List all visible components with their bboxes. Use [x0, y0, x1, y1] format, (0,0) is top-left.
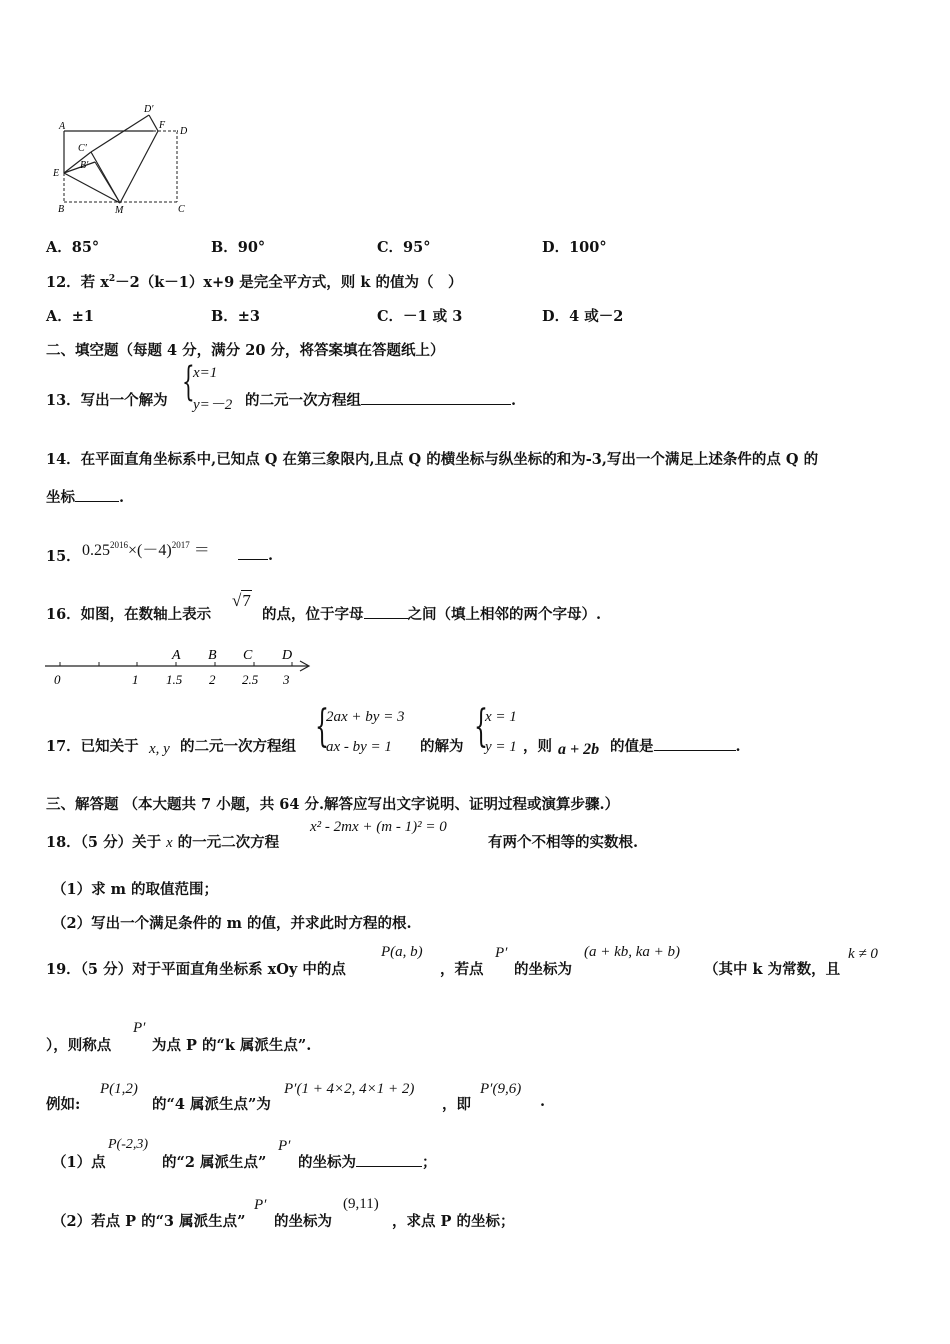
- q12-option-d[interactable]: D．4 或－2: [542, 308, 624, 325]
- q18-part1: （1）求 m 的取值范围；: [52, 881, 219, 898]
- q15-prefix: 15．: [46, 548, 81, 565]
- q13-eq1: x=1: [193, 365, 218, 381]
- label-F: F: [159, 120, 166, 131]
- q14-answer-blank[interactable]: [75, 487, 119, 502]
- q11-geometry-figure: [40, 95, 205, 220]
- q17-suffix: 的值是 .: [610, 738, 741, 755]
- q18-part2: （2）写出一个满足条件的 m 的值，并求此时方程的根.: [52, 915, 412, 932]
- q18-equation: x² - 2mx + (m - 1)² = 0: [310, 819, 447, 835]
- q16-number-line: [40, 642, 320, 690]
- q13-suffix: 的二元一次方程组 .: [245, 392, 517, 409]
- tick-3: 3: [283, 672, 290, 687]
- q19-prefix: 19．（5 分）对于平面直角坐标系 xOy 中的点: [46, 961, 346, 978]
- q12-stem: 12．若 $x^2-2(k-1)x+9$ 是完全平方式，则 k 的值为（ ）: [46, 274, 463, 291]
- letter-C: C: [243, 648, 253, 663]
- q17-expr: a + 2b: [558, 741, 600, 758]
- q16-sqrt7: √7: [232, 591, 251, 610]
- tick-1-5: 1.5: [166, 672, 183, 687]
- q13-eq2: y=－2: [193, 397, 233, 413]
- q17-vars: x, y: [149, 741, 170, 757]
- q12-option-c[interactable]: C．－1 或 3: [377, 308, 463, 325]
- q16-answer-blank[interactable]: [364, 604, 408, 619]
- q19-part1-answer-blank[interactable]: [356, 1152, 422, 1167]
- tick-1: 1: [132, 672, 139, 687]
- tick-2-5: 2.5: [242, 672, 259, 687]
- label-C: C: [178, 204, 185, 215]
- q11-option-c[interactable]: C．95°: [377, 239, 431, 256]
- label-M: M: [115, 205, 124, 216]
- q19-part1-suffix: 的坐标为 ；: [298, 1154, 437, 1171]
- label-E: E: [53, 168, 60, 179]
- q12-option-a[interactable]: A．±1: [46, 308, 94, 325]
- q17-prefix: 17．已知关于: [46, 738, 139, 755]
- q19-part1-pprime: P′: [278, 1138, 291, 1154]
- q14-line2: 坐标 .: [46, 489, 125, 506]
- q17-mid1: 的二元一次方程组: [180, 738, 296, 755]
- tick-2: 2: [209, 672, 216, 687]
- tick-0: 0: [54, 672, 61, 687]
- q15-expression: $0.25^{2016}\times(-4)^{2017}$ ＝: [82, 540, 210, 559]
- q19-point: P(a, b): [381, 944, 423, 960]
- q17-mid2: 的解为: [420, 738, 464, 755]
- q14-line1: 14．在平面直角坐标系中,已知点 Q 在第三象限内,且点 Q 的横坐标与纵坐标的和为-3,写出一个满足上述条件的点 Q 的: [46, 451, 819, 468]
- q15-answer-blank[interactable]: [238, 545, 268, 560]
- q19-part1-mid: 的“2 属派生点”: [162, 1154, 267, 1171]
- q18-prefix: 18．（5 分）关于 x 的一元二次方程: [46, 834, 280, 851]
- q19-part2-prefix: （2）若点 P 的“3 属派生点”: [52, 1213, 246, 1230]
- q17-sol1: x = 1: [485, 709, 517, 725]
- q19-mid2: 的坐标为: [514, 961, 572, 978]
- section-3-heading: 三、解答题 （本大题共 7 小题，共 64 分.解答应写出文字说明、证明过程或演算步骤.）: [46, 796, 620, 813]
- label-C-prime: C′: [78, 143, 87, 154]
- q19-part2-mid: 的坐标为: [274, 1213, 332, 1230]
- q18-suffix: 有两个不相等的实数根.: [488, 834, 639, 851]
- q12-option-b[interactable]: B．±3: [211, 308, 260, 325]
- q17-sol2: y = 1: [485, 739, 517, 755]
- q13-answer-blank[interactable]: [361, 390, 511, 405]
- q19-example-mid: 的“4 属派生点”为: [152, 1096, 271, 1113]
- q19-part2-suffix: ，求点 P 的坐标；: [392, 1213, 515, 1230]
- q17-eq1: 2ax + by = 3: [326, 709, 405, 725]
- label-D-prime: D′: [144, 104, 154, 115]
- label-B-prime: B′: [80, 160, 89, 171]
- q19-example-end: .: [540, 1093, 546, 1110]
- q19-part1-point: P(-2,3): [108, 1137, 149, 1152]
- q19-mid3: （其中 k 为常数，且: [704, 961, 841, 978]
- q19-part1-prefix: （1）点: [52, 1154, 106, 1171]
- q19-pprime: P′: [495, 945, 508, 961]
- q16-prefix: 16．如图，在数轴上表示: [46, 606, 212, 623]
- letter-D: D: [282, 648, 293, 663]
- q11-option-b[interactable]: B．90°: [211, 239, 266, 256]
- q19-coords: (a + kb, ka + b): [584, 944, 681, 960]
- q19-example-prefix: 例如:: [46, 1096, 81, 1113]
- q17-mid3: ，则: [523, 738, 552, 755]
- letter-B: B: [208, 648, 217, 663]
- q11-option-a[interactable]: A．85°: [46, 239, 100, 256]
- q13-prefix: 13．写出一个解为: [46, 392, 168, 409]
- label-B: B: [58, 204, 65, 215]
- label-D: D: [180, 126, 188, 137]
- q13-brace: {: [182, 359, 195, 405]
- q17-solution-brace: {: [474, 701, 488, 752]
- q15-blank-wrap: .: [238, 545, 273, 564]
- q19-part2-pprime: P′: [254, 1197, 267, 1213]
- q19-line2-pprime: P′: [133, 1020, 146, 1036]
- letter-A: A: [172, 648, 181, 663]
- q19-example-result: P′(9,6): [480, 1081, 522, 1097]
- q17-system-brace: {: [315, 701, 329, 752]
- q19-mid1: ，若点: [440, 961, 484, 978]
- q19-line2a: ），则称点: [46, 1037, 112, 1054]
- q19-part2-coords: (9,11): [343, 1196, 379, 1212]
- q19-example-mid2: ，即: [442, 1096, 471, 1113]
- label-A: A: [59, 121, 66, 132]
- q19-example-calc: P′(1 + 4×2, 4×1 + 2): [284, 1081, 415, 1097]
- section-2-heading: 二、填空题（每题 4 分，满分 20 分，将答案填在答题纸上）: [46, 342, 445, 359]
- q17-answer-blank[interactable]: [654, 736, 736, 751]
- q19-condition: k ≠ 0: [848, 946, 878, 962]
- q19-example-point: P(1,2): [100, 1081, 138, 1097]
- q11-option-d[interactable]: D．100°: [542, 239, 607, 256]
- q19-line2b: 为点 P 的“k 属派生点”.: [152, 1037, 312, 1054]
- q16-suffix: 的点，位于字母 之间（填上相邻的两个字母）.: [262, 606, 602, 623]
- q17-eq2: ax - by = 1: [326, 739, 392, 755]
